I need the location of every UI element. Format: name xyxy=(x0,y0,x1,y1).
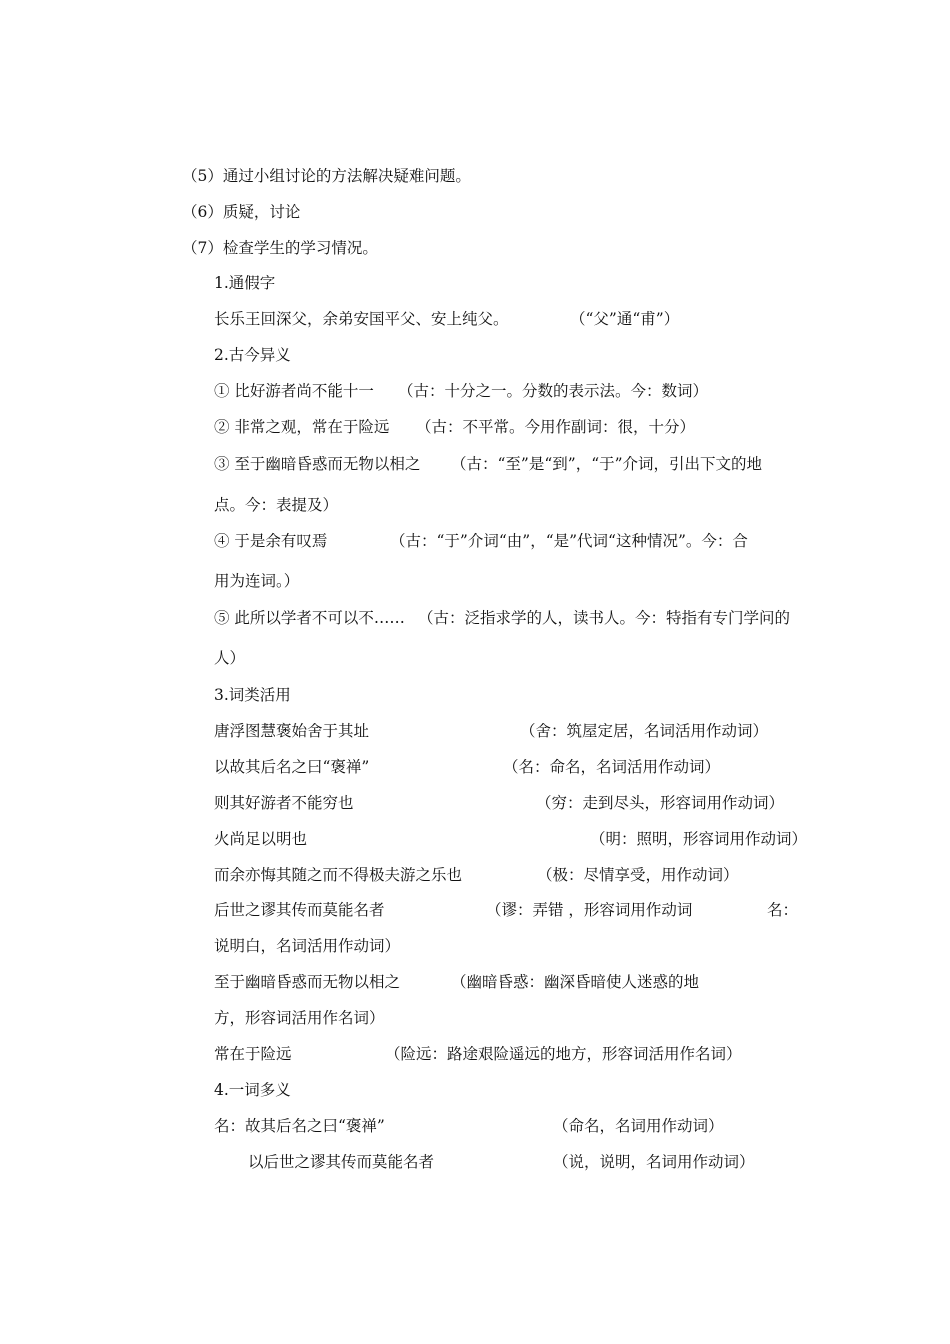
cilei-note-6-cont: 说明白，名词活用作动词） xyxy=(214,937,401,955)
duoyi-note-1: （命名，名词用作动词） xyxy=(553,1117,724,1135)
gujin-item-1: ① 比好游者尚不能十一 xyxy=(214,382,374,400)
gujin-item-4: ④ 于是余有叹焉 xyxy=(214,532,328,550)
gujin-note-3: （古：“至”是“到”，“于”介词，引出下文的地 xyxy=(451,455,763,473)
duoyi-item-1: 名：故其后名之曰“褒禅” xyxy=(214,1117,385,1135)
gujin-note-5: （古：泛指求学的人，读书人。今：特指有专门学问的 xyxy=(418,609,791,627)
duoyi-item-2: 以后世之谬其传而莫能名者 xyxy=(248,1153,435,1171)
cilei-note-4: （明：照明，形容词用作动词） xyxy=(590,830,808,848)
gujin-note-4: （古：“于”介词“由”，“是”代词“这种情况”。今：合 xyxy=(390,532,748,550)
cilei-item-3: 则其好游者不能穷也 xyxy=(214,794,354,812)
cilei-item-2: 以故其后名之曰“褒禅” xyxy=(214,758,370,776)
gujin-note-2: （古：不平常。今用作副词：很，十分） xyxy=(416,418,696,436)
cilei-note-6-b: 名： xyxy=(767,901,799,919)
cilei-item-1: 唐浮图慧褒始舍于其址 xyxy=(214,722,370,740)
cilei-note-6: （谬：弄错 ，形容词用作动词 xyxy=(486,901,693,919)
cilei-item-6: 后世之谬其传而莫能名者 xyxy=(214,901,385,919)
cilei-item-7: 至于幽暗昏惑而无物以相之 xyxy=(214,973,401,991)
gujin-note-5-cont: 人） xyxy=(214,649,246,667)
gujin-note-3-cont: 点。今：表提及） xyxy=(214,496,339,514)
cilei-item-5: 而余亦悔其随之而不得极夫游之乐也 xyxy=(214,866,463,884)
cilei-note-2: （名：命名，名词活用作动词） xyxy=(503,758,721,776)
gujin-item-3: ③ 至于幽暗昏惑而无物以相之 xyxy=(214,455,421,473)
step-6: （6）质疑，讨论 xyxy=(182,203,301,221)
gujin-note-4-cont: 用为连词。） xyxy=(214,572,300,590)
cilei-note-1: （舍：筑屋定居，名词活用作动词） xyxy=(520,722,769,740)
step-5: （5）通过小组讨论的方法解决疑难问题。 xyxy=(182,167,471,185)
section-heading-cilei: 3.词类活用 xyxy=(214,686,291,704)
gujin-item-2: ② 非常之观，常在于险远 xyxy=(214,418,390,436)
cilei-note-7-cont: 方，形容词活用作名词） xyxy=(214,1009,385,1027)
step-7: （7）检查学生的学习情况。 xyxy=(182,239,378,257)
cilei-note-8: （险远：路途艰险遥远的地方，形容词活用作名词） xyxy=(385,1045,742,1063)
gujin-note-1: （古：十分之一。分数的表示法。今：数词） xyxy=(398,382,709,400)
section-heading-yiciduoyi: 4.一词多义 xyxy=(214,1081,291,1099)
cilei-note-7: （幽暗昏惑：幽深昏暗使人迷惑的地 xyxy=(451,973,700,991)
cilei-item-4: 火尚足以明也 xyxy=(214,830,308,848)
cilei-item-8: 常在于险远 xyxy=(214,1045,292,1063)
section-heading-gujin: 2.古今异义 xyxy=(214,346,291,364)
example-note: （“父”通“甫”） xyxy=(570,310,680,328)
cilei-note-3: （穷：走到尽头，形容词用作动词） xyxy=(536,794,785,812)
duoyi-note-2: （说，说明，名词用作动词） xyxy=(553,1153,755,1171)
example-line: 长乐王回深父，余弟安国平父、安上纯父。 xyxy=(214,310,509,328)
section-heading-tongjiazi: 1.通假字 xyxy=(214,274,276,292)
gujin-item-5: ⑤ 此所以学者不可以不…… xyxy=(214,609,405,627)
cilei-note-5: （极：尽情享受，用作动词） xyxy=(537,866,739,884)
